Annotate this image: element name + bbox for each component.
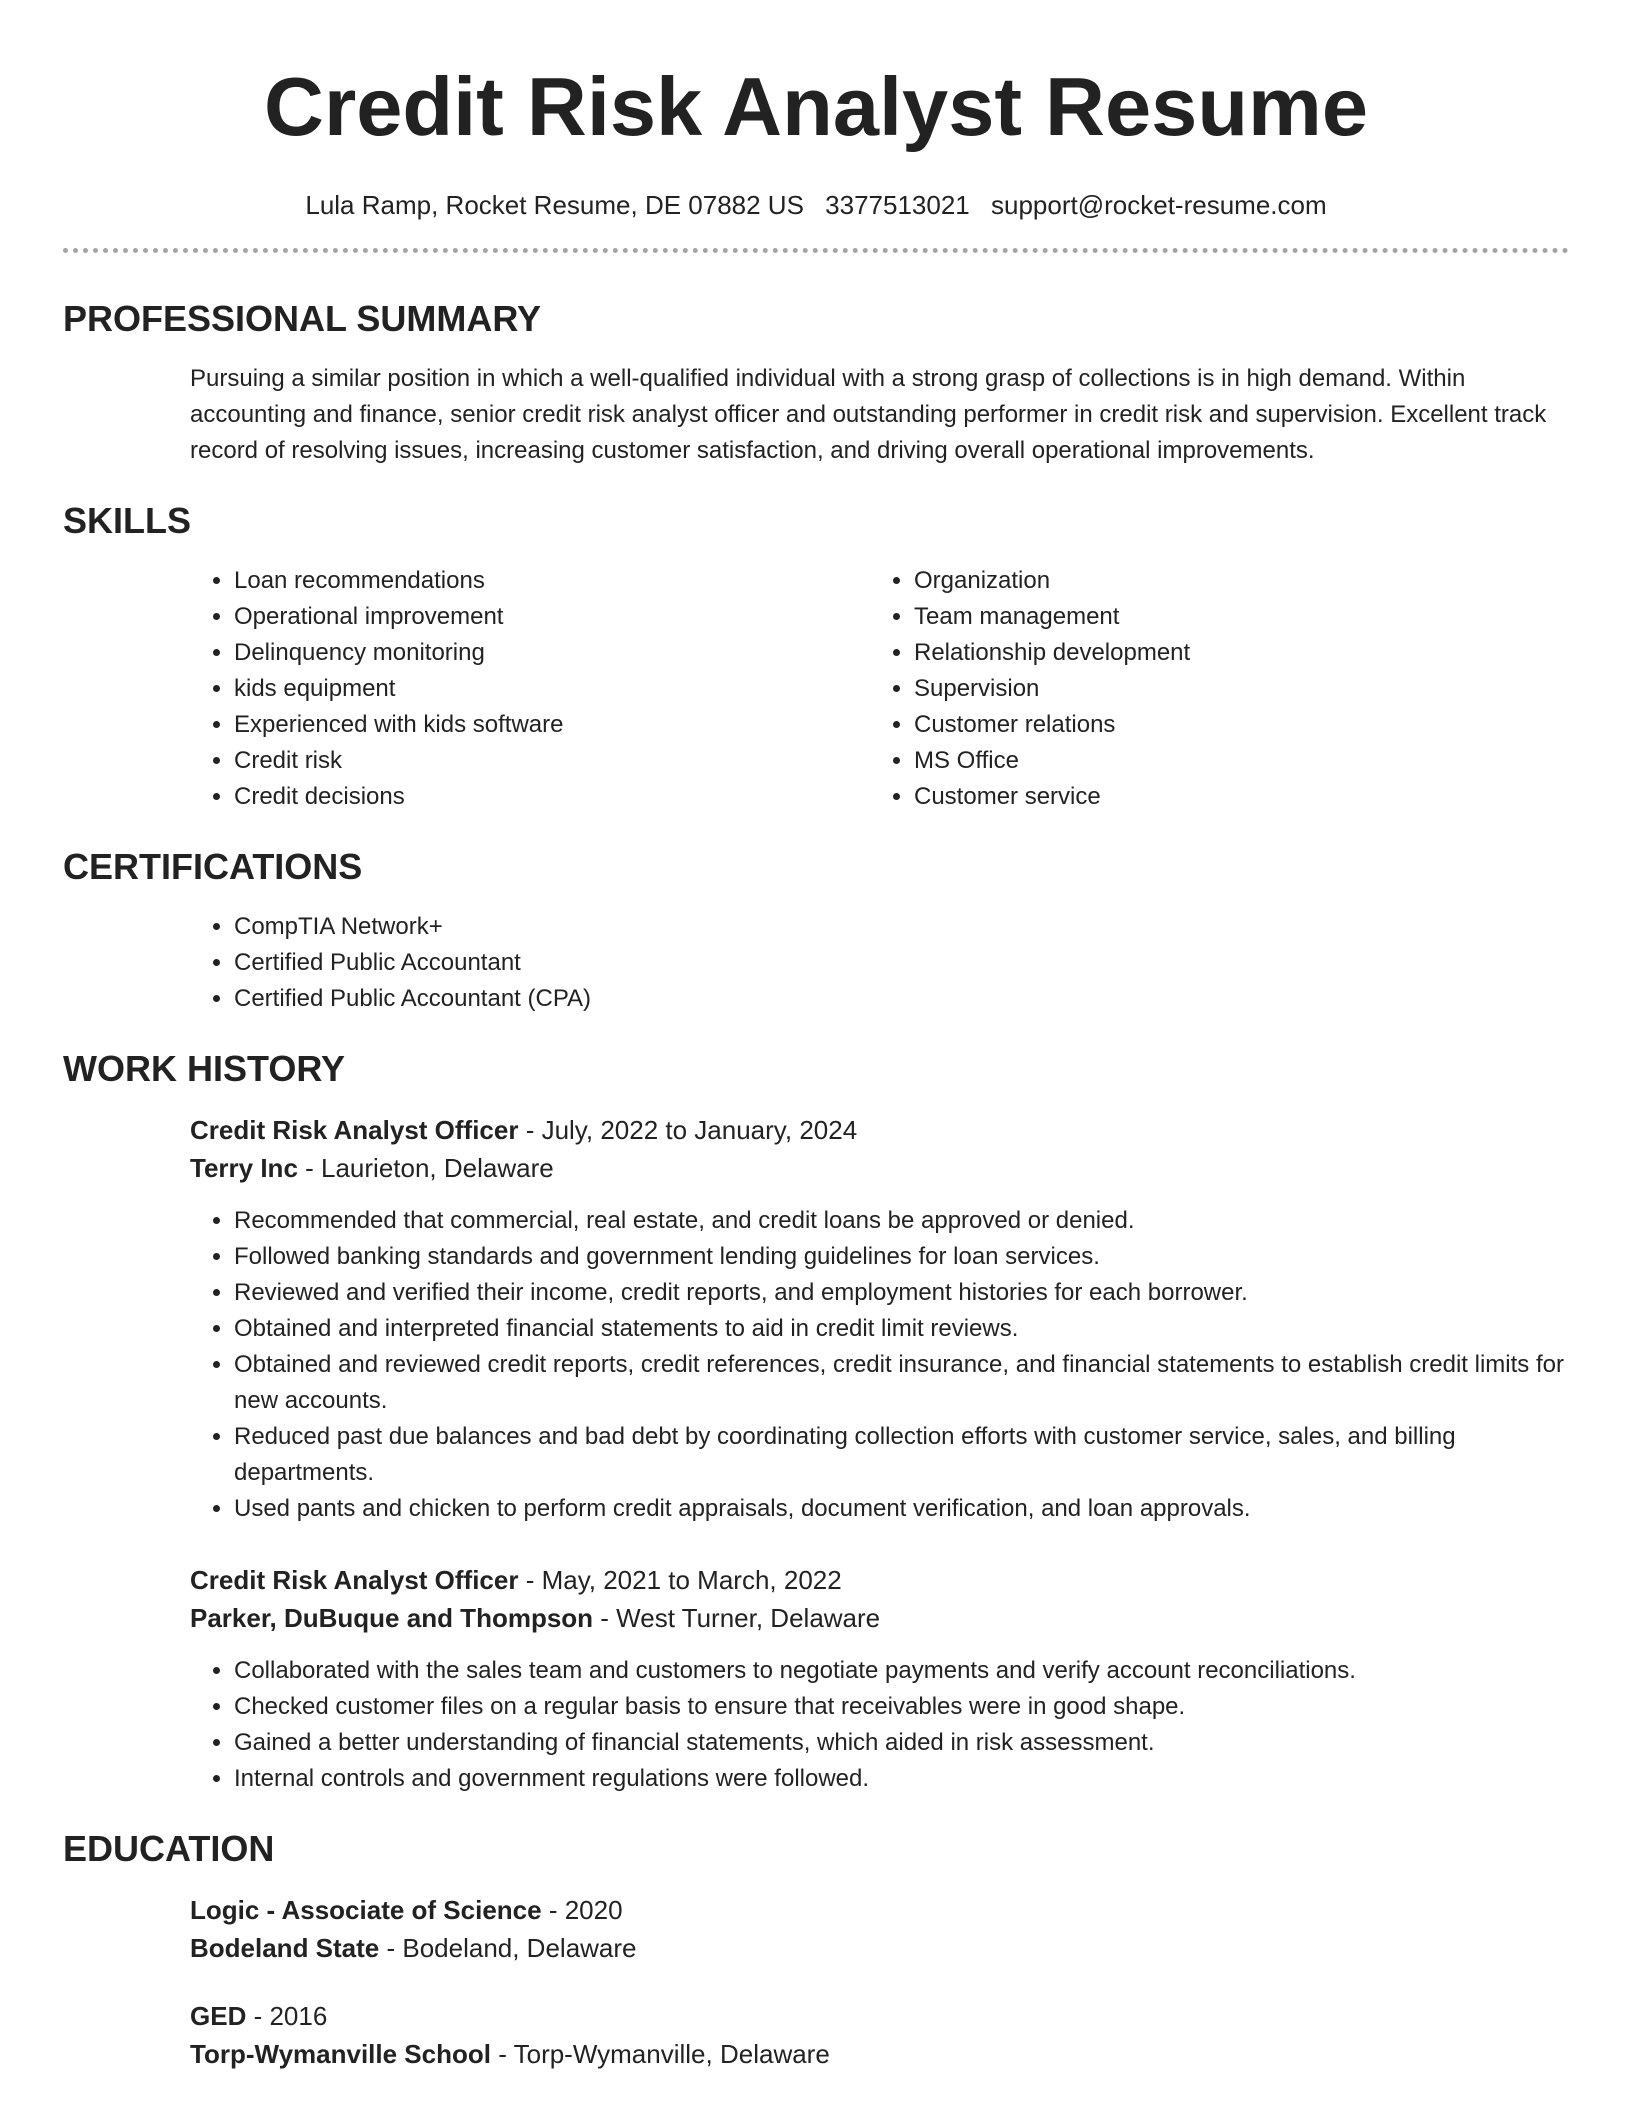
- job-bullet: • Recommended that commercial, real estate, and credit loans be approved or denied.: [234, 1203, 1569, 1239]
- certification-item: • Certified Public Accountant: [234, 945, 1569, 981]
- education-location: - Bodeland, Delaware: [379, 1933, 637, 1963]
- skill-item: • Delinquency monitoring: [234, 635, 870, 671]
- education-heading: EDUCATION: [63, 1828, 275, 1869]
- certification-item: • Certified Public Accountant (CPA): [234, 981, 1569, 1017]
- skill-item: • Customer service: [914, 779, 1550, 815]
- job-entry: [63, 1111, 1569, 1527]
- job-entry: [63, 1561, 1569, 1797]
- education-entry: [63, 1891, 1569, 1967]
- education-year: - 2016: [246, 2001, 328, 2031]
- education-school: Torp-Wymanville School: [190, 2039, 491, 2069]
- job-bullet: • Obtained and interpreted financial statements to aid in credit limit reviews.: [234, 1311, 1569, 1347]
- skill-item: • Customer relations: [914, 707, 1550, 743]
- skill-item: • Credit risk: [234, 743, 870, 779]
- job-bullet: • Followed banking standards and government lending guidelines for loan services.: [234, 1239, 1569, 1275]
- job-bullet: • Reviewed and verified their income, credit reports, and employment histories for each borrower.: [234, 1275, 1569, 1311]
- education-degree-line: [190, 1891, 1569, 1929]
- summary-text: Pursuing a similar position in which a well-qualified individual with a strong grasp of collections is in high demand. Within accounting and finance, senior credit risk analyst officer and outstanding performer in credit risk and supervision. Excellent track record of resolving issues, increasing customer satisfaction, and driving overall operational improvements.: [190, 365, 1547, 464]
- skill-item: • Experienced with kids software: [234, 707, 870, 743]
- skills-left-column: [190, 563, 870, 815]
- skills-section: [63, 499, 1569, 815]
- skill-item: • Relationship development: [914, 635, 1550, 671]
- job-company: Terry Inc: [190, 1153, 298, 1183]
- job-bullet: • Collaborated with the sales team and customers to negotiate payments and verify account reconciliations.: [234, 1653, 1569, 1689]
- education-degree: GED: [190, 2001, 247, 2031]
- work-history-section: [63, 1047, 1569, 1797]
- contact-address: Lula Ramp, Rocket Resume, DE 07882 US: [305, 190, 804, 220]
- summary-heading: PROFESSIONAL SUMMARY: [63, 298, 542, 339]
- job-company: Parker, DuBuque and Thompson: [190, 1603, 594, 1633]
- job-bullet: • Gained a better understanding of financial statements, which aided in risk assessment.: [234, 1725, 1569, 1761]
- skill-item: • Organization: [914, 563, 1550, 599]
- summary-section: [63, 297, 1569, 469]
- certification-item: • CompTIA Network+: [234, 909, 1569, 945]
- work-history-heading: WORK HISTORY: [63, 1048, 346, 1089]
- job-location: - Laurieton, Delaware: [297, 1153, 554, 1183]
- certifications-list: [190, 909, 1569, 1017]
- job-dates: - July, 2022 to January, 2024: [518, 1115, 858, 1145]
- certifications-section: [63, 845, 1569, 1017]
- skill-item: • kids equipment: [234, 671, 870, 707]
- skill-item: • MS Office: [914, 743, 1550, 779]
- job-title: Credit Risk Analyst Officer: [190, 1565, 519, 1595]
- education-section: [63, 1827, 1569, 2073]
- contact-line: [63, 188, 1569, 222]
- job-company-line: [190, 1149, 1569, 1187]
- header-divider: [63, 248, 1569, 253]
- job-company-line: [190, 1599, 1569, 1637]
- education-location: - Torp-Wymanville, Delaware: [490, 2039, 830, 2069]
- skill-item: • Supervision: [914, 671, 1550, 707]
- job-title-line: [190, 1111, 1569, 1149]
- contact-email: support@rocket-resume.com: [991, 190, 1327, 220]
- education-year: - 2020: [541, 1895, 623, 1925]
- education-degree-line: [190, 1997, 1569, 2035]
- certifications-heading: CERTIFICATIONS: [63, 846, 363, 887]
- skills-heading: SKILLS: [63, 500, 192, 541]
- job-title: Credit Risk Analyst Officer: [190, 1115, 519, 1145]
- job-bullet: • Internal controls and government regulations were followed.: [234, 1761, 1569, 1797]
- job-bullet: • Obtained and reviewed credit reports, credit references, credit insurance, and financial statements to establish credit limits for new accounts.: [234, 1347, 1569, 1419]
- education-school-line: [190, 2035, 1569, 2073]
- job-location: - West Turner, Delaware: [593, 1603, 881, 1633]
- job-bullet: • Reduced past due balances and bad debt by coordinating collection efforts with customer service, sales, and billing departments.: [234, 1419, 1569, 1491]
- job-bullet: • Checked customer files on a regular basis to ensure that receivables were in good shape.: [234, 1689, 1569, 1725]
- education-degree: Logic - Associate of Science: [190, 1895, 542, 1925]
- resume-title: Credit Risk Analyst Resume: [264, 60, 1368, 153]
- skill-item: • Operational improvement: [234, 599, 870, 635]
- skill-item: • Team management: [914, 599, 1550, 635]
- job-bullets: [190, 1203, 1569, 1527]
- skill-item: • Credit decisions: [234, 779, 870, 815]
- education-school: Bodeland State: [190, 1933, 380, 1963]
- skills-grid: [63, 563, 1569, 815]
- job-title-line: [190, 1561, 1569, 1599]
- skills-right-column: [870, 563, 1550, 815]
- education-entry: [63, 1997, 1569, 2073]
- skill-item: • Loan recommendations: [234, 563, 870, 599]
- job-bullet: • Used pants and chicken to perform credit appraisals, document verification, and loan approvals.: [234, 1491, 1569, 1527]
- contact-phone: 3377513021: [825, 190, 970, 220]
- job-bullets: [190, 1653, 1569, 1797]
- education-school-line: [190, 1929, 1569, 1967]
- job-dates: - May, 2021 to March, 2022: [518, 1565, 842, 1595]
